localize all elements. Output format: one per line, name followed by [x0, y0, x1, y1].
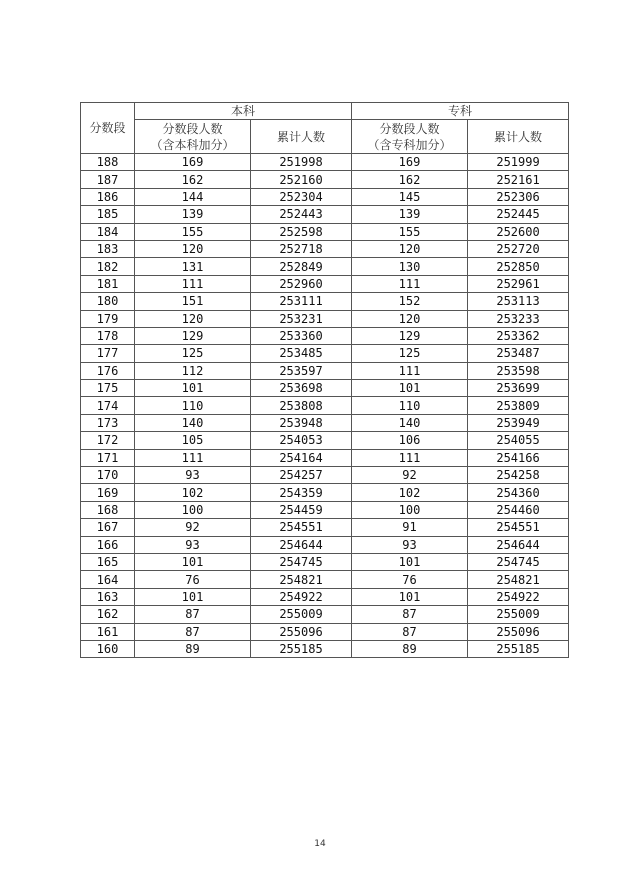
cell-score: 183	[81, 240, 135, 257]
cell-score: 185	[81, 206, 135, 223]
cell-undergraduate-cumulative: 255096	[251, 623, 352, 640]
table-row	[81, 414, 569, 431]
cell-junior-cumulative: 252720	[468, 240, 569, 257]
cell-score: 174	[81, 397, 135, 414]
cell-junior-cumulative: 254460	[468, 501, 569, 518]
header-undergraduate: 本科	[135, 103, 352, 120]
header-row-sub	[81, 120, 569, 154]
cell-undergraduate-cumulative: 253808	[251, 397, 352, 414]
cell-junior-count: 92	[352, 467, 468, 484]
cell-score: 179	[81, 310, 135, 327]
header-junior-count	[352, 120, 468, 154]
table-row	[81, 327, 569, 344]
cell-junior-cumulative: 254551	[468, 519, 569, 536]
cell-junior-cumulative: 253809	[468, 397, 569, 414]
cell-undergraduate-cumulative: 254053	[251, 432, 352, 449]
cell-junior-count: 162	[352, 171, 468, 188]
table-row	[81, 397, 569, 414]
cell-junior-count: 130	[352, 258, 468, 275]
cell-junior-cumulative: 252161	[468, 171, 569, 188]
cell-undergraduate-count: 101	[135, 553, 251, 570]
cell-junior-count: 152	[352, 293, 468, 310]
cell-score: 187	[81, 171, 135, 188]
cell-undergraduate-cumulative: 253698	[251, 380, 352, 397]
cell-undergraduate-cumulative: 252849	[251, 258, 352, 275]
cell-junior-cumulative: 254055	[468, 432, 569, 449]
cell-score: 188	[81, 154, 135, 171]
cell-undergraduate-count: 76	[135, 571, 251, 588]
cell-undergraduate-count: 92	[135, 519, 251, 536]
cell-junior-count: 106	[352, 432, 468, 449]
cell-undergraduate-count: 110	[135, 397, 251, 414]
cell-junior-cumulative: 255096	[468, 623, 569, 640]
table-row	[81, 449, 569, 466]
cell-junior-count: 140	[352, 414, 468, 431]
cell-undergraduate-count: 102	[135, 484, 251, 501]
cell-score: 178	[81, 327, 135, 344]
cell-junior-cumulative: 252961	[468, 275, 569, 292]
cell-undergraduate-cumulative: 254359	[251, 484, 352, 501]
cell-junior-count: 125	[352, 345, 468, 362]
cell-undergraduate-count: 120	[135, 240, 251, 257]
cell-undergraduate-count: 101	[135, 588, 251, 605]
cell-junior-cumulative: 252445	[468, 206, 569, 223]
table-row	[81, 258, 569, 275]
table-row	[81, 362, 569, 379]
cell-junior-cumulative: 254258	[468, 467, 569, 484]
cell-score: 172	[81, 432, 135, 449]
cell-undergraduate-count: 155	[135, 223, 251, 240]
cell-junior-cumulative: 253362	[468, 327, 569, 344]
cell-undergraduate-count: 125	[135, 345, 251, 362]
cell-undergraduate-count: 101	[135, 380, 251, 397]
cell-junior-count: 89	[352, 640, 468, 657]
cell-undergraduate-count: 140	[135, 414, 251, 431]
cell-junior-count: 155	[352, 223, 468, 240]
cell-undergraduate-count: 144	[135, 188, 251, 205]
cell-junior-cumulative: 252600	[468, 223, 569, 240]
cell-score: 162	[81, 606, 135, 623]
table-row	[81, 467, 569, 484]
table-row	[81, 188, 569, 205]
table-row	[81, 293, 569, 310]
cell-score: 180	[81, 293, 135, 310]
cell-undergraduate-count: 105	[135, 432, 251, 449]
table-row	[81, 553, 569, 570]
header-junior-count-line1: 分数段人数	[379, 121, 440, 136]
cell-junior-cumulative: 252850	[468, 258, 569, 275]
table-row	[81, 484, 569, 501]
cell-score: 177	[81, 345, 135, 362]
cell-junior-cumulative: 254821	[468, 571, 569, 588]
cell-junior-cumulative: 253699	[468, 380, 569, 397]
cell-score: 181	[81, 275, 135, 292]
header-undergraduate-count	[135, 120, 251, 154]
cell-score: 182	[81, 258, 135, 275]
cell-junior-cumulative: 254166	[468, 449, 569, 466]
cell-undergraduate-count: 93	[135, 536, 251, 553]
cell-undergraduate-count: 87	[135, 606, 251, 623]
cell-junior-count: 101	[352, 380, 468, 397]
cell-junior-count: 169	[352, 154, 468, 171]
cell-junior-count: 110	[352, 397, 468, 414]
cell-junior-count: 111	[352, 275, 468, 292]
cell-junior-count: 87	[352, 606, 468, 623]
cell-undergraduate-count: 129	[135, 327, 251, 344]
cell-undergraduate-cumulative: 254164	[251, 449, 352, 466]
cell-junior-cumulative: 254644	[468, 536, 569, 553]
table-row	[81, 588, 569, 605]
cell-undergraduate-count: 111	[135, 449, 251, 466]
cell-junior-count: 91	[352, 519, 468, 536]
cell-junior-count: 129	[352, 327, 468, 344]
table-row	[81, 345, 569, 362]
cell-undergraduate-cumulative: 254745	[251, 553, 352, 570]
cell-junior-cumulative: 255009	[468, 606, 569, 623]
table-row	[81, 606, 569, 623]
cell-score: 186	[81, 188, 135, 205]
cell-score: 161	[81, 623, 135, 640]
header-undergraduate-cumulative: 累计人数	[251, 120, 352, 154]
cell-undergraduate-cumulative: 254644	[251, 536, 352, 553]
table-body	[81, 154, 569, 658]
cell-undergraduate-cumulative: 254821	[251, 571, 352, 588]
table-row	[81, 223, 569, 240]
cell-score: 171	[81, 449, 135, 466]
cell-junior-count: 145	[352, 188, 468, 205]
header-junior-college: 专科	[352, 103, 569, 120]
cell-junior-cumulative: 253113	[468, 293, 569, 310]
cell-junior-count: 102	[352, 484, 468, 501]
cell-junior-cumulative: 252306	[468, 188, 569, 205]
cell-undergraduate-count: 169	[135, 154, 251, 171]
cell-junior-cumulative: 255185	[468, 640, 569, 657]
cell-junior-cumulative: 253598	[468, 362, 569, 379]
cell-undergraduate-count: 162	[135, 171, 251, 188]
cell-junior-count: 101	[352, 588, 468, 605]
cell-score: 166	[81, 536, 135, 553]
cell-undergraduate-cumulative: 252718	[251, 240, 352, 257]
header-row-top	[81, 103, 569, 120]
cell-undergraduate-cumulative: 253111	[251, 293, 352, 310]
cell-undergraduate-cumulative: 254922	[251, 588, 352, 605]
cell-junior-count: 87	[352, 623, 468, 640]
header-undergraduate-count-line1: 分数段人数	[162, 121, 223, 136]
table-row	[81, 571, 569, 588]
cell-score: 165	[81, 553, 135, 570]
cell-undergraduate-cumulative: 253485	[251, 345, 352, 362]
cell-junior-cumulative: 254360	[468, 484, 569, 501]
cell-score: 173	[81, 414, 135, 431]
table-row	[81, 380, 569, 397]
cell-undergraduate-count: 93	[135, 467, 251, 484]
cell-junior-count: 101	[352, 553, 468, 570]
cell-junior-count: 120	[352, 310, 468, 327]
table-row	[81, 623, 569, 640]
table-row	[81, 240, 569, 257]
cell-undergraduate-cumulative: 255009	[251, 606, 352, 623]
table-row	[81, 536, 569, 553]
cell-junior-cumulative: 251999	[468, 154, 569, 171]
cell-undergraduate-count: 87	[135, 623, 251, 640]
cell-undergraduate-cumulative: 253597	[251, 362, 352, 379]
cell-undergraduate-cumulative: 252160	[251, 171, 352, 188]
table-row	[81, 501, 569, 518]
cell-junior-count: 120	[352, 240, 468, 257]
cell-undergraduate-count: 89	[135, 640, 251, 657]
cell-score: 168	[81, 501, 135, 518]
cell-junior-count: 93	[352, 536, 468, 553]
table-row	[81, 640, 569, 657]
cell-undergraduate-count: 120	[135, 310, 251, 327]
cell-undergraduate-count: 112	[135, 362, 251, 379]
cell-undergraduate-cumulative: 253948	[251, 414, 352, 431]
cell-undergraduate-cumulative: 254459	[251, 501, 352, 518]
cell-undergraduate-count: 131	[135, 258, 251, 275]
cell-score: 163	[81, 588, 135, 605]
cell-undergraduate-count: 100	[135, 501, 251, 518]
cell-undergraduate-count: 111	[135, 275, 251, 292]
cell-undergraduate-cumulative: 254257	[251, 467, 352, 484]
cell-score: 167	[81, 519, 135, 536]
cell-junior-cumulative: 254922	[468, 588, 569, 605]
table-row	[81, 432, 569, 449]
cell-undergraduate-cumulative: 252304	[251, 188, 352, 205]
header-junior-count-line2: （含专科加分）	[367, 137, 452, 152]
cell-score: 169	[81, 484, 135, 501]
cell-junior-count: 76	[352, 571, 468, 588]
page-number: 14	[314, 839, 326, 849]
cell-score: 176	[81, 362, 135, 379]
cell-junior-cumulative: 254745	[468, 553, 569, 570]
cell-score: 160	[81, 640, 135, 657]
cell-junior-cumulative: 253487	[468, 345, 569, 362]
header-junior-cumulative: 累计人数	[468, 120, 569, 154]
cell-junior-cumulative: 253233	[468, 310, 569, 327]
cell-undergraduate-count: 139	[135, 206, 251, 223]
cell-score: 184	[81, 223, 135, 240]
cell-undergraduate-cumulative: 255185	[251, 640, 352, 657]
table-row	[81, 519, 569, 536]
table-row	[81, 275, 569, 292]
cell-junior-count: 111	[352, 449, 468, 466]
cell-score: 175	[81, 380, 135, 397]
cell-junior-count: 139	[352, 206, 468, 223]
cell-undergraduate-cumulative: 252598	[251, 223, 352, 240]
table-row	[81, 206, 569, 223]
cell-score: 170	[81, 467, 135, 484]
cell-undergraduate-cumulative: 252443	[251, 206, 352, 223]
cell-undergraduate-count: 151	[135, 293, 251, 310]
table-row	[81, 154, 569, 171]
score-distribution-table	[80, 102, 569, 658]
cell-undergraduate-cumulative: 253360	[251, 327, 352, 344]
cell-undergraduate-cumulative: 253231	[251, 310, 352, 327]
cell-score: 164	[81, 571, 135, 588]
cell-junior-count: 100	[352, 501, 468, 518]
cell-junior-count: 111	[352, 362, 468, 379]
cell-junior-cumulative: 253949	[468, 414, 569, 431]
cell-undergraduate-cumulative: 254551	[251, 519, 352, 536]
cell-undergraduate-cumulative: 251998	[251, 154, 352, 171]
cell-undergraduate-cumulative: 252960	[251, 275, 352, 292]
table-row	[81, 171, 569, 188]
header-score-segment: 分数段	[81, 103, 135, 154]
header-undergraduate-count-line2: （含本科加分）	[150, 137, 235, 152]
table-row	[81, 310, 569, 327]
